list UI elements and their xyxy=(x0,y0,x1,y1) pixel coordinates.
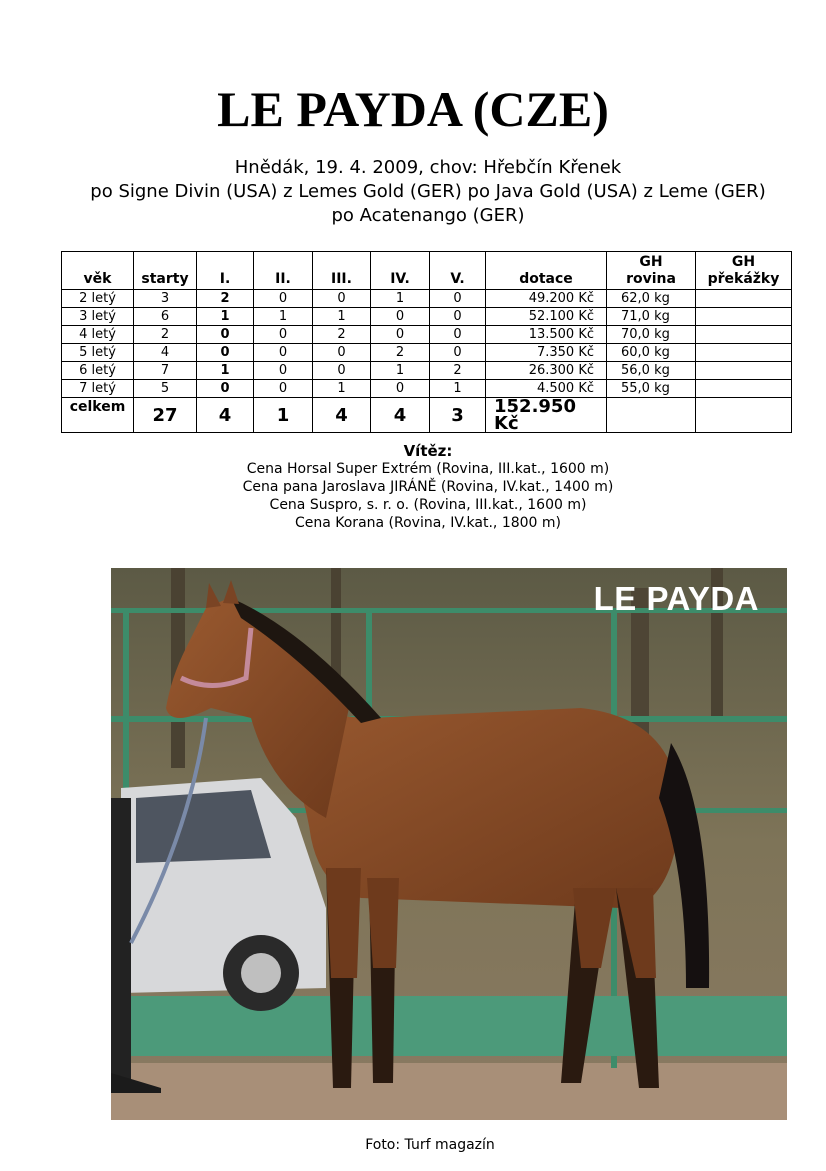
cell-place-4: 1 xyxy=(371,290,430,308)
cell-gh-jump xyxy=(696,380,792,398)
photo-label: LE PAYDA xyxy=(593,580,759,617)
header-gh-jump: GH překážky xyxy=(696,252,792,290)
cell-gh-jump xyxy=(696,362,792,380)
info-line-1: Hnědák, 19. 4. 2009, chov: Hřebčín Křenek xyxy=(234,157,622,178)
cell-place-2: 0 xyxy=(254,326,313,344)
cell-place-1: 1 xyxy=(197,308,254,326)
horse-photo xyxy=(111,568,787,1120)
table-total-row xyxy=(62,398,792,433)
cell-place-2: 0 xyxy=(254,344,313,362)
cell-place-1: 1 xyxy=(197,362,254,380)
photo-credit: Foto: Turf magazín xyxy=(365,1137,495,1153)
cell-place-3: 2 xyxy=(313,326,371,344)
info-line-2: po Signe Divin (USA) z Lemes Gold (GER) po Java Gold (USA) z Leme (GER) xyxy=(90,181,766,202)
winner-item: Cena Horsal Super Extrém (Rovina, III.kat., 1600 m) xyxy=(246,461,610,477)
horse-illustration xyxy=(111,568,787,1120)
cell-prize: 26.300 Kč xyxy=(486,362,607,380)
cell-place-2: 1 xyxy=(254,308,313,326)
cell-prize: 52.100 Kč xyxy=(486,308,607,326)
cell-place-4: 0 xyxy=(371,380,430,398)
total-place-1: 4 xyxy=(197,398,254,433)
cell-place-2: 0 xyxy=(254,362,313,380)
winner-item: Cena pana Jaroslava JIRÁNĚ (Rovina, IV.kat., 1400 m) xyxy=(242,479,614,495)
table-row xyxy=(62,308,792,326)
cell-starts: 4 xyxy=(134,344,197,362)
total-place-5: 3 xyxy=(430,398,486,433)
cell-age: 2 letý xyxy=(62,290,134,308)
cell-place-3: 1 xyxy=(313,308,371,326)
cell-place-1: 0 xyxy=(197,344,254,362)
header-prize: dotace xyxy=(486,252,607,290)
cell-place-1: 0 xyxy=(197,380,254,398)
cell-place-3: 0 xyxy=(313,362,371,380)
winners-section xyxy=(0,442,826,532)
cell-starts: 5 xyxy=(134,380,197,398)
winner-item: Cena Korana (Rovina, IV.kat., 1800 m) xyxy=(294,515,562,531)
cell-prize: 49.200 Kč xyxy=(486,290,607,308)
total-label: celkem xyxy=(62,398,134,433)
horse-info xyxy=(0,156,826,228)
total-place-2: 1 xyxy=(254,398,313,433)
total-place-3: 4 xyxy=(313,398,371,433)
total-place-4: 4 xyxy=(371,398,430,433)
cell-place-5: 0 xyxy=(430,308,486,326)
cell-place-5: 0 xyxy=(430,344,486,362)
cell-gh-jump xyxy=(696,344,792,362)
header-place-2: II. xyxy=(254,252,313,290)
cell-place-3: 0 xyxy=(313,290,371,308)
cell-starts: 2 xyxy=(134,326,197,344)
cell-gh-flat: 62,0 kg xyxy=(607,290,696,308)
cell-gh-jump xyxy=(696,308,792,326)
table-row xyxy=(62,290,792,308)
cell-age: 3 letý xyxy=(62,308,134,326)
cell-starts: 7 xyxy=(134,362,197,380)
cell-place-5: 0 xyxy=(430,326,486,344)
table-row xyxy=(62,380,792,398)
cell-place-4: 1 xyxy=(371,362,430,380)
cell-place-2: 0 xyxy=(254,290,313,308)
info-line-3: po Acatenango (GER) xyxy=(331,205,525,226)
table-row xyxy=(62,362,792,380)
total-gh-jump xyxy=(696,398,792,433)
cell-age: 5 letý xyxy=(62,344,134,362)
cell-gh-flat: 70,0 kg xyxy=(607,326,696,344)
cell-prize: 13.500 Kč xyxy=(486,326,607,344)
cell-gh-jump xyxy=(696,326,792,344)
cell-starts: 6 xyxy=(134,308,197,326)
horse-title: LE PAYDA (CZE) xyxy=(217,81,609,137)
cell-prize: 7.350 Kč xyxy=(486,344,607,362)
total-prize: 152.950 Kč xyxy=(486,398,607,433)
cell-place-3: 1 xyxy=(313,380,371,398)
header-starts: starty xyxy=(134,252,197,290)
cell-place-1: 2 xyxy=(197,290,254,308)
cell-gh-flat: 71,0 kg xyxy=(607,308,696,326)
table-row xyxy=(62,326,792,344)
winner-item: Cena Suspro, s. r. o. (Rovina, III.kat., 1600 m) xyxy=(269,497,587,513)
cell-place-4: 0 xyxy=(371,308,430,326)
cell-place-5: 0 xyxy=(430,290,486,308)
cell-place-2: 0 xyxy=(254,380,313,398)
header-place-4: IV. xyxy=(371,252,430,290)
cell-gh-flat: 60,0 kg xyxy=(607,344,696,362)
cell-age: 4 letý xyxy=(62,326,134,344)
total-gh-flat xyxy=(607,398,696,433)
header-place-1: I. xyxy=(197,252,254,290)
table-header-row xyxy=(62,252,792,290)
cell-place-4: 2 xyxy=(371,344,430,362)
cell-place-3: 0 xyxy=(313,344,371,362)
cell-prize: 4.500 Kč xyxy=(486,380,607,398)
cell-starts: 3 xyxy=(134,290,197,308)
winners-heading: Vítěz: xyxy=(403,442,453,460)
cell-place-5: 1 xyxy=(430,380,486,398)
cell-age: 7 letý xyxy=(62,380,134,398)
cell-place-1: 0 xyxy=(197,326,254,344)
header-gh-flat: GH rovina xyxy=(607,252,696,290)
header-place-5: V. xyxy=(430,252,486,290)
cell-age: 6 letý xyxy=(62,362,134,380)
cell-gh-flat: 55,0 kg xyxy=(607,380,696,398)
cell-place-4: 0 xyxy=(371,326,430,344)
header-age: věk xyxy=(62,252,134,290)
cell-place-5: 2 xyxy=(430,362,486,380)
header-place-3: III. xyxy=(313,252,371,290)
total-starts: 27 xyxy=(134,398,197,433)
table-row xyxy=(62,344,792,362)
race-stats-table xyxy=(61,251,792,433)
cell-gh-jump xyxy=(696,290,792,308)
cell-gh-flat: 56,0 kg xyxy=(607,362,696,380)
